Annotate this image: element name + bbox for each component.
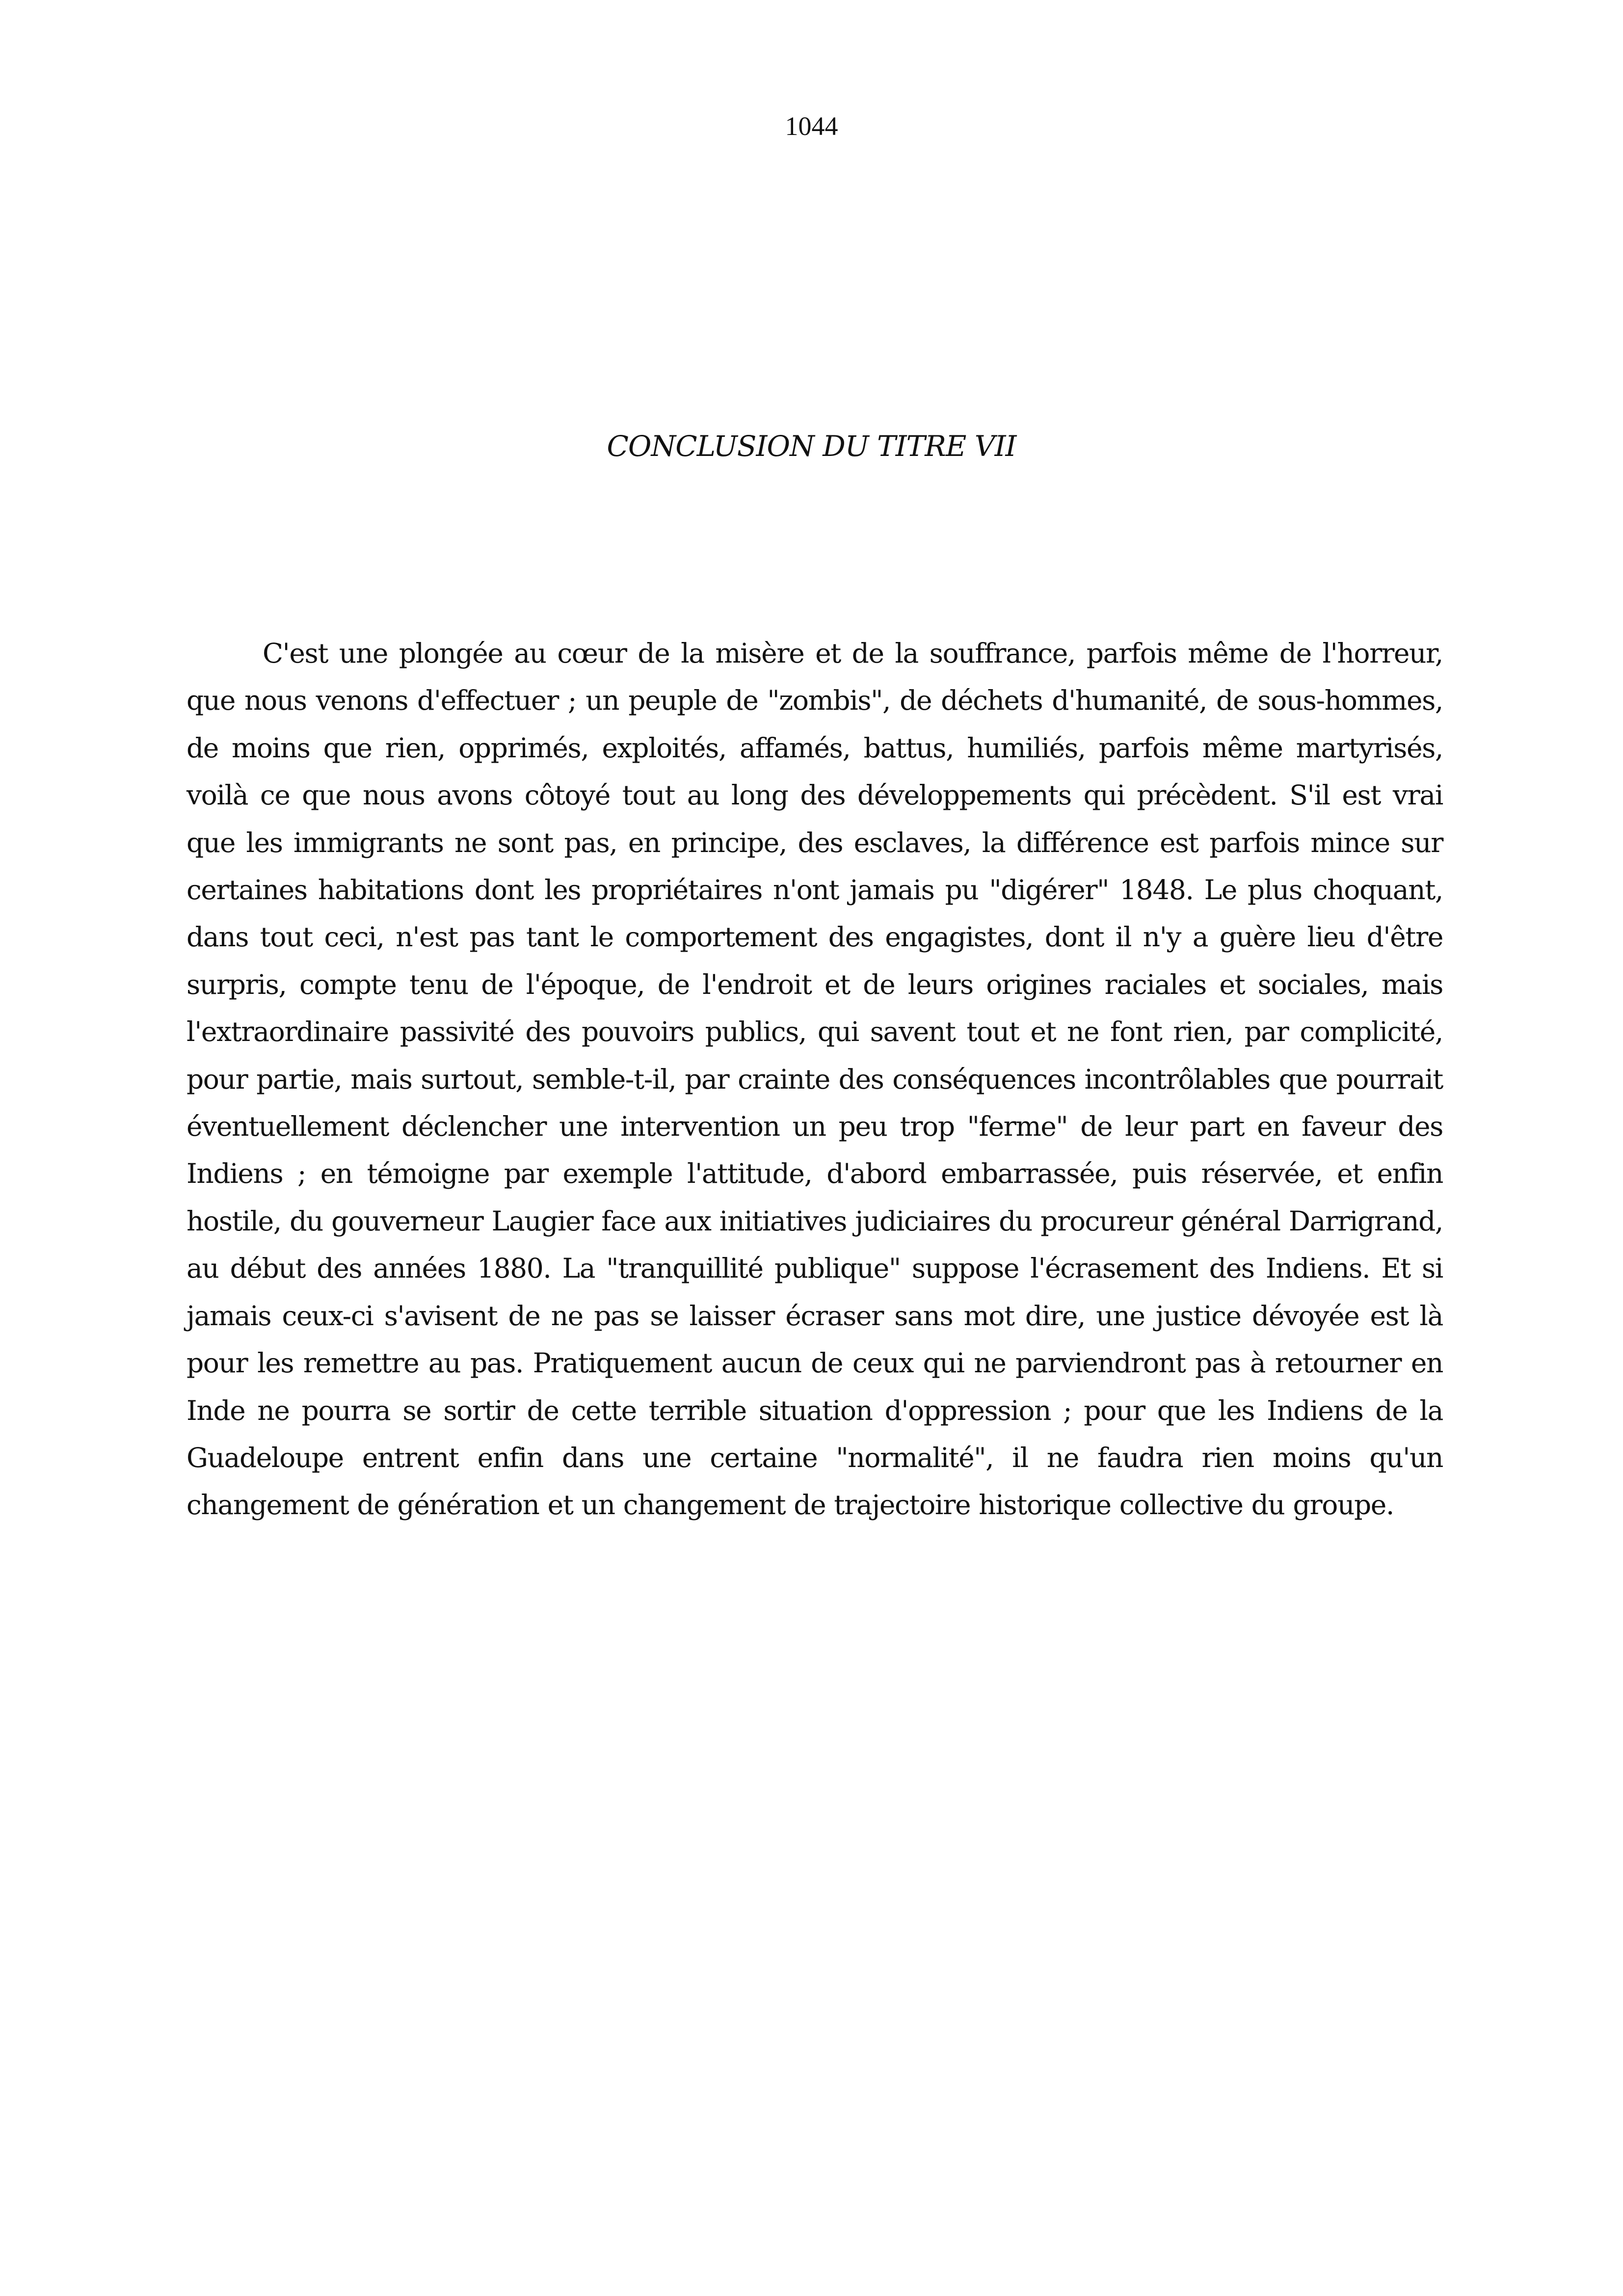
section-title: CONCLUSION DU TITRE VII [607, 429, 1016, 463]
body-paragraph: C'est une plongée au cœur de la misère et de la souffrance, parfois même de l'horreur, que nous venons d'effectuer ; un peuple de "zombis", de déchets d'humanité, de sous-hommes, de moins que rien, opprimés, exploités, affamés, battus, humiliés, parfois même martyrisés, voilà ce que nous avons côtoyé tout au long des développements qui précèdent. S'il est vrai que les immigrants ne sont pas, en principe, des esclaves, la différence est parfois mince sur certaines habitations dont les propriétaires n'ont jamais pu "digérer" 1848. Le plus choquant, dans tout ceci, n'est pas tant le comportement des engagistes, dont il n'y a guère lieu d'être surpris, compte tenu de l'époque, de l'endroit et de leurs origines raciales et sociales, mais l'extraordinaire passivité des pouvoirs publics, qui savent tout et ne font rien, par complicité, pour partie, mais surtout, semble-t-il, par crainte des conséquences incontrôlables que pourrait éventuellement déclencher une intervention un peu trop "ferme" de leur part en faveur des Indiens ; en témoigne par exemple l'attitude, d'abord embarrassée, puis réservée, et enfin hostile, du gouverneur Laugier face aux initiatives judiciaires du procureur général Darrigrand, au début des années 1880. La "tranquillité publique" suppose l'écrasement des Indiens. Et si jamais ceux-ci s'avisent de ne pas se laisser écraser sans mot dire, une justice dévoyée est là pour les remettre au pas. Pratiquement aucun de ceux qui ne parviendront pas à retourner en Inde ne pourra se sortir de cette terrible situation d'oppression ; pour que les Indiens de la Guadeloupe entrent enfin dans une certaine "normalité", il ne faudra rien moins qu'un changement de génération et un changement de trajectoire historique collective du groupe. [186, 638, 1443, 1521]
page-number: 1044 [785, 111, 838, 141]
